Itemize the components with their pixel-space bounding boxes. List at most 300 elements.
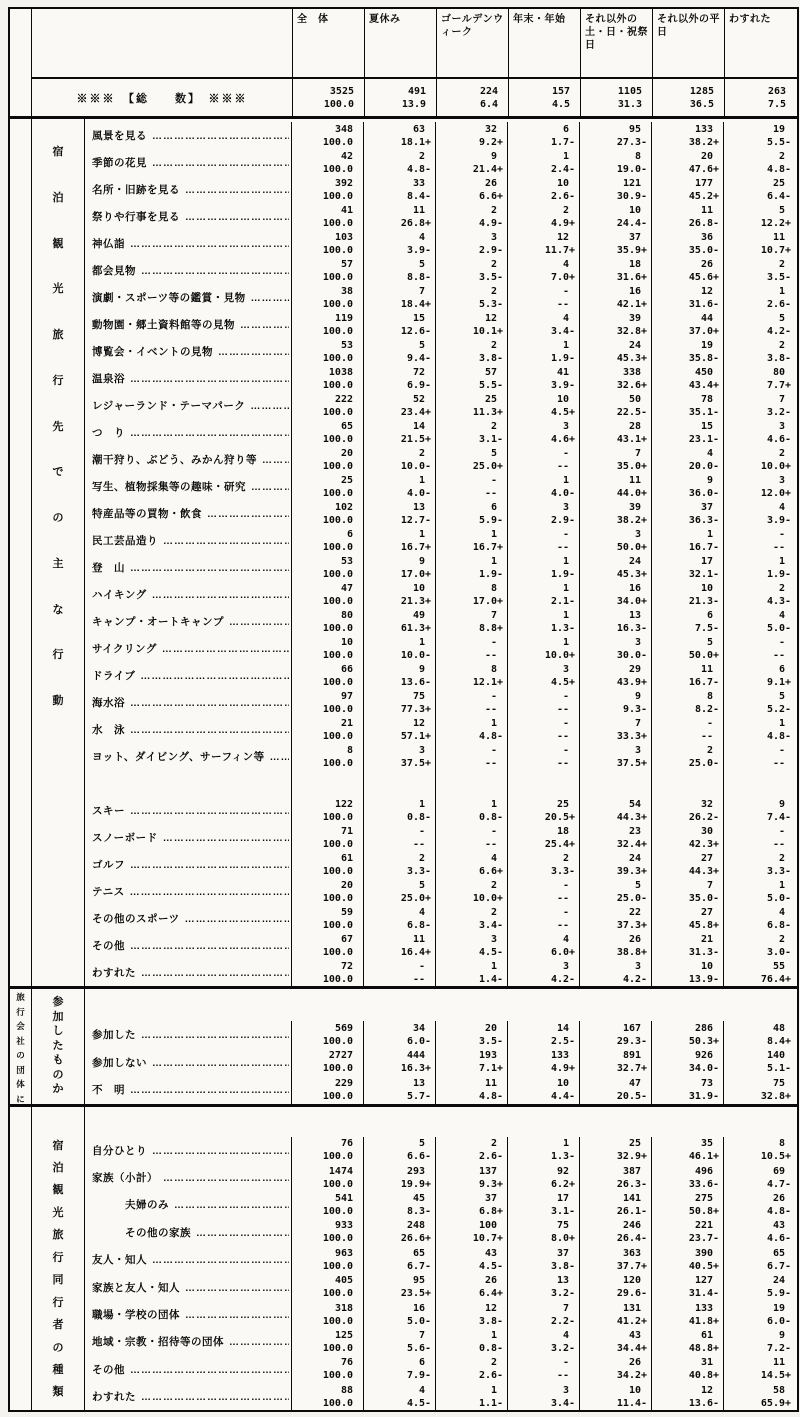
count-line <box>436 420 503 433</box>
count-value: 963 <box>334 1247 353 1259</box>
sign-slot: - <box>497 973 504 985</box>
dot-leader <box>229 617 289 628</box>
pct-value: 48.8 <box>688 1342 713 1354</box>
sign-slot: - <box>713 1288 720 1300</box>
sign-slot <box>353 447 359 460</box>
sign-slot <box>425 609 431 622</box>
table-row <box>85 1219 797 1246</box>
count-pct-cell <box>651 203 723 230</box>
count-line <box>580 744 647 757</box>
count-pct-cell <box>652 79 724 116</box>
pct-line <box>436 1232 503 1245</box>
count-pct-cell <box>363 203 435 230</box>
count-value: 9 <box>706 474 713 486</box>
table-row <box>85 1137 797 1164</box>
count-line <box>364 1022 431 1035</box>
count-pct-cell <box>291 932 363 959</box>
count-pct-cell <box>435 527 507 554</box>
sign-slot <box>426 85 432 98</box>
sign-slot <box>714 85 720 98</box>
sign-slot <box>353 609 359 622</box>
count-line <box>436 1219 503 1232</box>
pct-line <box>292 541 359 554</box>
sign-slot: + <box>713 649 720 661</box>
count-value: 122 <box>334 798 353 810</box>
count-line <box>436 231 503 244</box>
row-label: 演劇・スポーツ等の鑑賞・見物 <box>92 292 246 304</box>
count-value: 72 <box>340 960 353 972</box>
sign-slot: - <box>713 244 720 256</box>
dot-leader <box>130 1085 289 1096</box>
sign-slot <box>425 285 431 298</box>
sign-slot: - <box>713 298 720 310</box>
vertical-label-char: 旅 <box>52 329 64 341</box>
count-pct-cell <box>507 392 579 419</box>
pct-value: 8.4 <box>406 190 425 202</box>
pct-value: 4.8 <box>766 1205 785 1217</box>
sign-slot <box>353 487 359 500</box>
count-pct-cell <box>723 365 795 392</box>
pct-line <box>292 433 359 446</box>
pct-line <box>292 1342 359 1355</box>
row-label: レジャーランド・テーマパーク <box>92 400 246 412</box>
table-row <box>85 419 797 446</box>
sign-slot: - <box>785 622 792 634</box>
sign-slot <box>353 1205 359 1218</box>
statistical-table-page <box>0 7 800 1417</box>
pct-line <box>580 649 647 662</box>
pct-line <box>436 865 503 878</box>
count-value: 11 <box>412 204 425 216</box>
count-pct-cell <box>723 1049 795 1077</box>
count-value: 1 <box>562 339 569 351</box>
count-line <box>652 744 719 757</box>
pct-value: 32.1 <box>688 568 713 580</box>
count-line <box>292 285 359 298</box>
count-pct-cell <box>435 905 507 932</box>
sign-slot: - <box>713 946 720 958</box>
sign-slot <box>353 420 359 433</box>
table-row <box>85 311 797 338</box>
count-value: 4 <box>418 1384 425 1396</box>
count-pct-cell <box>507 149 579 176</box>
row-label-cell <box>85 1383 291 1410</box>
sign-slot <box>425 501 431 514</box>
count-line <box>292 1022 359 1035</box>
pct-value: 39.3 <box>616 865 641 877</box>
count-value: - <box>490 825 497 837</box>
count-line <box>364 636 431 649</box>
count-value: 1 <box>562 150 569 162</box>
count-pct-cell <box>436 79 508 116</box>
pct-line <box>508 298 575 311</box>
count-value: 73 <box>700 1077 713 1089</box>
count-pct-cell <box>651 851 723 878</box>
pct-value: 2.4 <box>550 163 569 175</box>
pct-value: 50.0 <box>616 541 641 553</box>
count-value: 5 <box>418 879 425 891</box>
count-line <box>652 150 719 163</box>
count-line <box>292 393 359 406</box>
sign-slot: + <box>641 487 648 499</box>
count-line <box>508 690 575 703</box>
pct-value: 12.6 <box>400 325 425 337</box>
count-pct-cell <box>723 635 795 662</box>
count-line <box>508 636 575 649</box>
pct-value: 32.4 <box>616 838 641 850</box>
sign-slot: + <box>713 1205 720 1217</box>
count-line <box>580 717 647 730</box>
pct-line <box>364 514 431 527</box>
count-pct-cell <box>363 149 435 176</box>
pct-line <box>292 1062 359 1075</box>
count-pct-cell <box>579 257 651 284</box>
count-line <box>292 258 359 271</box>
pct-value: 7.5 <box>694 622 713 634</box>
count-value: 27 <box>700 852 713 864</box>
count-value: 9 <box>418 555 425 567</box>
count-line <box>364 285 431 298</box>
pct-value: 10.0 <box>472 892 497 904</box>
sign-slot <box>497 501 503 514</box>
count-line <box>724 1219 791 1232</box>
row-label-cell <box>85 473 291 500</box>
pct-line <box>580 1260 647 1273</box>
vertical-label-char: も <box>52 1054 64 1066</box>
count-value: 15 <box>700 420 713 432</box>
count-pct-cell <box>435 743 507 770</box>
pct-line <box>580 568 647 581</box>
pct-value: 100.0 <box>322 946 353 958</box>
pct-value: -- <box>484 838 497 850</box>
sign-slot <box>641 798 647 811</box>
sign-slot: - <box>785 1342 792 1354</box>
pct-value: 100.0 <box>322 136 353 148</box>
pct-value: 10.7 <box>472 1233 497 1245</box>
pct-line <box>724 1232 791 1245</box>
count-value: 16 <box>412 1302 425 1314</box>
count-line <box>724 582 791 595</box>
sign-slot <box>713 528 719 541</box>
pct-value: 35.0 <box>688 244 713 256</box>
pct-value: 65.9 <box>760 1397 785 1409</box>
sign-slot <box>497 339 503 352</box>
pct-value: 32.7 <box>616 1063 641 1075</box>
count-line <box>580 798 647 811</box>
vertical-label-char: 泊 <box>52 191 64 204</box>
table-row <box>85 959 797 986</box>
count-value: 80 <box>340 609 353 621</box>
pct-value: 3.8 <box>478 352 497 364</box>
sign-slot: + <box>425 298 432 310</box>
pct-value: -- <box>772 838 785 850</box>
sign-slot: + <box>713 865 720 877</box>
table-row <box>85 635 797 662</box>
sign-slot: + <box>569 244 576 256</box>
pct-line <box>436 271 503 284</box>
table-row <box>85 473 797 500</box>
count-value: 11 <box>700 204 713 216</box>
count-value: 133 <box>694 123 713 135</box>
count-pct-cell <box>507 1049 579 1077</box>
count-pct-cell <box>363 1049 435 1077</box>
count-pct-cell <box>579 1383 651 1410</box>
count-pct-cell <box>435 446 507 473</box>
sign-slot: + <box>641 433 648 445</box>
sign-slot <box>425 960 431 973</box>
pct-line <box>652 487 719 500</box>
count-value: 53 <box>340 555 353 567</box>
count-line <box>292 798 359 811</box>
pct-line <box>292 487 359 500</box>
count-line <box>724 393 791 406</box>
sign-slot: + <box>497 892 504 904</box>
table-row <box>85 1021 797 1049</box>
count-line <box>508 285 575 298</box>
count-pct-cell <box>723 230 795 257</box>
pct-value: 16.3 <box>400 1063 425 1075</box>
pct-value: 17.0 <box>472 595 497 607</box>
pct-line <box>364 1369 431 1382</box>
pct-value: 10.0 <box>760 460 785 472</box>
pct-value: 4.8 <box>478 730 497 742</box>
pct-line <box>292 649 359 662</box>
pct-line <box>508 1342 575 1355</box>
pct-value: 18.4 <box>400 298 425 310</box>
sign-slot <box>785 150 791 163</box>
count-pct-cell <box>580 79 652 116</box>
pct-line <box>724 514 791 527</box>
count-value: 11 <box>628 474 641 486</box>
row-label-cell <box>85 1356 291 1383</box>
pct-line <box>508 973 575 986</box>
count-value: 229 <box>334 1077 353 1089</box>
sign-slot <box>569 1022 575 1035</box>
count-pct-cell <box>507 176 579 203</box>
sign-slot: - <box>641 1397 648 1409</box>
pct-value: 44.0 <box>616 487 641 499</box>
dot-leader <box>152 1146 289 1157</box>
pct-value: 7.0 <box>550 271 569 283</box>
pct-line <box>580 217 647 230</box>
count-value: 10 <box>556 177 569 189</box>
pct-value: 2.6 <box>550 190 569 202</box>
count-line <box>652 852 719 865</box>
sign-slot <box>425 366 431 379</box>
count-pct-cell <box>507 311 579 338</box>
sign-slot: + <box>785 1397 792 1409</box>
count-pct-cell <box>507 554 579 581</box>
dot-leader <box>240 320 289 331</box>
pct-line <box>724 190 791 203</box>
pct-line <box>292 325 359 338</box>
count-pct-cell <box>435 1328 507 1355</box>
count-value: 1 <box>562 582 569 594</box>
count-line <box>436 852 503 865</box>
dot-leader <box>185 1310 289 1321</box>
sign-slot <box>497 258 503 271</box>
pct-value: 2.5 <box>550 1035 569 1047</box>
pct-value: 16.7 <box>400 541 425 553</box>
count-line <box>436 258 503 271</box>
section-inner-strip <box>32 119 85 986</box>
sign-slot <box>641 204 647 217</box>
sign-slot <box>425 798 431 811</box>
sign-slot <box>425 1274 431 1287</box>
pct-line <box>436 676 503 689</box>
row-label: 神仏詣 <box>92 238 125 250</box>
sign-slot: + <box>497 460 504 472</box>
sign-slot: + <box>497 595 504 607</box>
count-pct-cell <box>651 1356 723 1383</box>
sign-slot: - <box>569 1090 576 1102</box>
sign-slot: - <box>569 1035 576 1047</box>
pct-value: 1.4 <box>478 973 497 985</box>
pct-line <box>508 730 575 743</box>
table-row <box>85 1328 797 1355</box>
pct-value: 8.8 <box>406 271 425 283</box>
count-pct-cell <box>651 905 723 932</box>
count-value: 3 <box>634 636 641 648</box>
sign-slot <box>353 838 359 851</box>
sign-slot: + <box>569 217 576 229</box>
sign-slot <box>713 1302 719 1315</box>
row-label-cell <box>85 122 291 149</box>
section-rows <box>85 989 797 1104</box>
pct-line <box>508 1178 575 1191</box>
vertical-label-char: 旅 <box>52 1229 64 1242</box>
pct-line <box>580 541 647 554</box>
count-value: 3 <box>490 231 497 243</box>
count-pct-cell <box>651 311 723 338</box>
count-pct-cell <box>291 500 363 527</box>
column-header: 年末・年始 <box>508 9 580 77</box>
count-line <box>364 1192 431 1205</box>
sign-slot <box>497 690 503 703</box>
count-value: 36 <box>700 231 713 243</box>
sign-slot <box>785 285 791 298</box>
sign-slot: + <box>569 1178 576 1190</box>
count-value: 3 <box>562 420 569 432</box>
pct-line <box>724 1342 791 1355</box>
row-label: その他のスポーツ <box>92 913 180 925</box>
sign-slot: - <box>641 1090 648 1102</box>
count-line <box>364 933 431 946</box>
table-row <box>85 581 797 608</box>
count-value: - <box>778 636 785 648</box>
sign-slot: - <box>641 1288 648 1300</box>
count-value: 16 <box>628 285 641 297</box>
pct-value: 34.2 <box>616 1370 641 1382</box>
sign-slot <box>497 582 503 595</box>
count-line <box>652 717 719 730</box>
pct-value: 13.6 <box>400 676 425 688</box>
row-label: 名所・旧跡を見る <box>92 184 180 196</box>
sign-slot <box>353 825 359 838</box>
row-label-cell <box>85 257 291 284</box>
sign-slot: - <box>641 136 648 148</box>
count-value: 15 <box>412 312 425 324</box>
count-line <box>724 1247 791 1260</box>
count-line <box>580 204 647 217</box>
sign-slot <box>353 541 359 554</box>
sign-slot <box>641 123 647 136</box>
pct-line <box>364 217 431 230</box>
count-value: 65 <box>340 420 353 432</box>
count-line <box>436 1022 503 1035</box>
row-label-cell <box>85 203 291 230</box>
sign-slot <box>569 825 575 838</box>
vertical-label-char: 行 <box>52 374 64 387</box>
vertical-label-char: 先 <box>52 420 64 433</box>
pct-value: 21.3 <box>400 595 425 607</box>
sign-slot <box>353 352 359 365</box>
count-value: 4 <box>562 1329 569 1341</box>
sign-slot <box>785 1302 791 1315</box>
sign-slot <box>570 98 576 111</box>
count-value: 5 <box>418 258 425 270</box>
sign-slot: - <box>569 1205 576 1217</box>
count-line <box>436 177 503 190</box>
sign-slot: + <box>425 703 432 715</box>
sign-slot <box>569 150 575 163</box>
pct-line <box>580 1232 647 1245</box>
sign-slot: + <box>569 838 576 850</box>
count-pct-cell <box>579 338 651 365</box>
pct-line <box>652 676 719 689</box>
sign-slot <box>786 85 792 98</box>
sign-slot: - <box>569 973 576 985</box>
sign-slot <box>497 757 503 770</box>
pct-value: 100.0 <box>322 1288 353 1300</box>
table-row <box>85 608 797 635</box>
count-line <box>508 717 575 730</box>
count-line <box>292 744 359 757</box>
sign-slot <box>713 474 719 487</box>
sign-slot: + <box>425 541 432 553</box>
count-pct-cell <box>507 608 579 635</box>
count-line <box>292 177 359 190</box>
count-value: 10 <box>556 393 569 405</box>
dot-leader <box>207 509 289 520</box>
sign-slot: + <box>713 1035 720 1047</box>
count-value: 11 <box>700 663 713 675</box>
count-line <box>436 1247 503 1260</box>
pct-value: 40.5 <box>688 1260 713 1272</box>
pct-value: 76.4 <box>760 973 785 985</box>
count-value: 119 <box>334 312 353 324</box>
count-line <box>580 474 647 487</box>
pct-value: -- <box>484 757 497 769</box>
pct-value: 1.9 <box>766 568 785 580</box>
pct-value: 3.9 <box>406 244 425 256</box>
sign-slot <box>353 1192 359 1205</box>
sign-slot: - <box>641 892 648 904</box>
pct-line <box>292 622 359 635</box>
empty-cell <box>651 770 723 797</box>
pct-line <box>293 98 360 111</box>
table-row <box>85 1301 797 1328</box>
count-pct-cell <box>291 311 363 338</box>
pct-value: 50.0 <box>688 649 713 661</box>
pct-line <box>509 98 576 111</box>
row-label: ヨット、ダイビング、サーフィン等 <box>92 751 265 763</box>
sign-slot: - <box>569 514 576 526</box>
sign-slot: - <box>713 217 720 229</box>
count-pct-cell <box>363 554 435 581</box>
count-line <box>364 1356 431 1369</box>
total-label: ※※※ 【総 数】 ※※※ <box>76 92 248 105</box>
